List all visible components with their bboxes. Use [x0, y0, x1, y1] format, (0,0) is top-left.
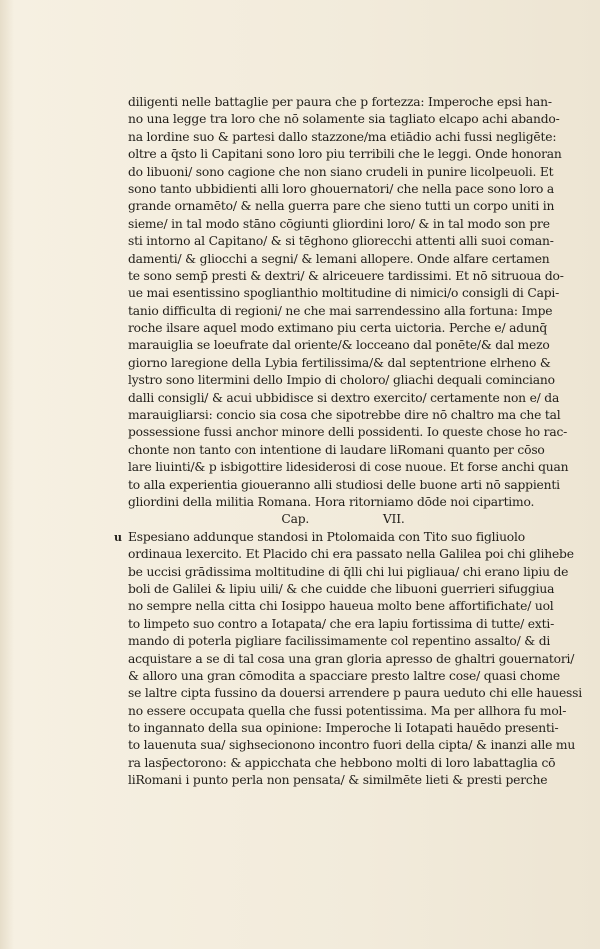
text-line: marauiglia se loeufrate dal oriente/& locceano dal ponēte/& dal mezo	[128, 338, 550, 353]
text-line: tanio difficulta di regioni/ ne che mai sarrendessino alla fortuna: Impe	[128, 303, 553, 318]
text-line: liRomani i punto perla non pensata/ & similmēte lieti & presti perche	[128, 773, 548, 788]
text-line: se laltre cipta fussino da douersi arrendere p paura ueduto chi elle hauessi	[128, 686, 582, 701]
text-line: lare liuinti/& p isbigottire lidesiderosi di cose nuoue. Et forse anchi quan	[128, 460, 569, 475]
text-line: te sono semp̄ presti & dextri/ & alriceuere tardissimi. Et nō sitruoua do-	[128, 268, 564, 283]
text-line-content: Espesiano addunque standosi in Ptolomaida con Tito suo figliuolo	[128, 529, 525, 544]
text-line: ue mai esentissino spoglianthio moltitudine di nimici/o consigli di Capi-	[128, 286, 560, 301]
text-line: roche ilsare aquel modo extimano piu certa uictoria. Perche e/ adunq̄	[128, 321, 548, 336]
text-line: to lauenuta sua/ sighsecionono incontro fuori della cipta/ & inanzi alle mu	[128, 738, 576, 753]
text-line: sti intorno al Capitano/ & si tēghono gliorecchi attenti alli suoi coman-	[128, 234, 554, 249]
text-line: acquistare a se di tal cosa una gran gloria apresso de ghaltri gouernatori/	[128, 651, 575, 666]
chapter-heading: Cap. VII.	[281, 512, 405, 527]
text-line: dalli consigli/ & acui ubbidisce si dextro exercito/ certamente non e/ da	[128, 390, 560, 405]
text-line: marauigliarsi: concio sia cosa che sipotrebbe dire nō chaltro ma che tal	[128, 408, 561, 423]
page-gutter-shadow	[0, 0, 14, 949]
text-line: no una legge tra loro che nō solamente sia tagliato elcapo achi abando-	[128, 112, 560, 127]
text-line: ordinaua lexercito. Et Placido chi era passato nella Galilea poi chi glihebe	[128, 547, 574, 562]
text-line: gliordini della militia Romana. Hora ritorniamo dōde noi cipartimo.	[128, 494, 535, 509]
text-line: lystro sono litermini dello Impio di choloro/ gliachi dequali cominciano	[128, 373, 555, 388]
text-line: be uccisi grādissima moltitudine di q̄lli chi lui pigliaua/ chi erano lipiu de	[128, 564, 569, 579]
text-line: chonte non tanto con intentione di laudare liRomani quanto per cōso	[128, 442, 545, 457]
text-line: to alla experientia gioueranno alli studiosi delle buone arti nō sappienti	[128, 477, 560, 492]
text-line: do libuoni/ sono cagione che non siano crudeli in punire licolpeuoli. Et	[128, 164, 554, 179]
text-line: mando di poterla pigliare facilissimamente col repentino assalto/ & di	[128, 634, 551, 649]
text-line	[114, 529, 558, 546]
main-text-block	[114, 94, 582, 790]
text-line: sieme/ in tal modo stāno cōgiunti gliordini loro/ & in tal modo son pre	[128, 216, 550, 231]
text-line: giorno laregione della Lybia fertilissima/& dal septentrione elrheno &	[128, 355, 551, 370]
text-line: sono tanto ubbidienti alli loro ghouernatori/ che nella pace sono loro a	[128, 181, 555, 196]
text-line: oltre a q̄sto li Capitani sono loro piu terribili che le leggi. Onde honoran	[128, 147, 562, 162]
text-line: to ingannato della sua opinione: Imperoche li Iotapati hauēdo presenti-	[128, 721, 559, 736]
text-line: no essere occupata quella che fussi potentissima. Ma per allhora fu mol-	[128, 703, 567, 718]
text-line: possessione fussi anchor minore delli possidenti. Io queste chose ho rac-	[128, 425, 568, 440]
text-line: ra lasp̄ectorono: & appicchata che hebbono molti di loro labattaglia cō	[128, 755, 556, 770]
text-line: & alloro una gran cōmodita a spacciare presto laltre cose/ quasi chome	[128, 668, 560, 683]
text-line: to limpeto suo contro a Iotapata/ che era lapiu fortissima di tutte/ exti-	[128, 616, 555, 631]
text-line: damenti/ & gliocchi a segni/ & lemani allopere. Onde alfare certamen	[128, 251, 550, 266]
guide-letter: u	[114, 530, 122, 544]
text-line: grande ornamēto/ & nella guerra pare che sieno tutti un corpo uniti in	[128, 199, 555, 214]
text-line: boli de Galilei & lipiu uili/ & che cuidde che libuoni guerrieri sifuggiua	[128, 581, 555, 596]
text-line: diligenti nelle battaglie per paura che p fortezza: Imperoche epsi han-	[128, 95, 552, 109]
text-line: na lordine suo & partesi dallo stazzone/ma etiādio achi fussi negligēte:	[128, 129, 557, 144]
text-line: no sempre nella citta chi Iosippo haueua molto bene affortifichate/ uol	[128, 599, 554, 614]
